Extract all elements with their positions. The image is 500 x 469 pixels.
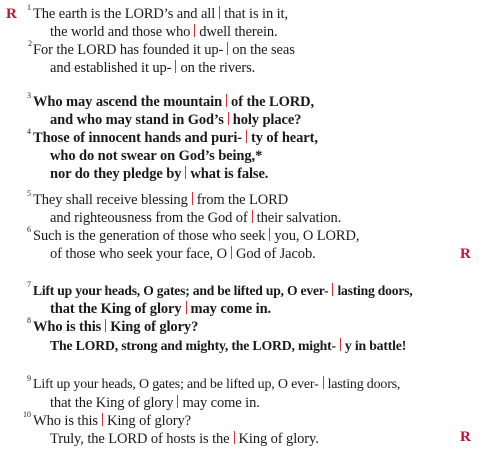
verse-line: Who is this King of glory? [33,319,199,335]
verse-number: 1 [27,3,31,12]
verse-line: Who may ascend the mountain of the LORD, [33,94,315,110]
verse-number: 9 [27,374,31,383]
pointing-mark [226,94,227,107]
verse-number: 4 [27,127,31,136]
verse-number: 6 [27,225,31,234]
pointing-mark [227,42,228,55]
response-marker-end: R [460,429,471,445]
pointing-mark [186,301,187,314]
pointing-mark [246,130,247,143]
verse-line: Such is the generation of those who seek you, O LORD, [33,228,360,244]
verse-line: who do not swear on God’s being,* [50,148,263,164]
verse-number: 10 [23,410,31,419]
pointing-mark [234,431,235,444]
verse-line: that the King of glory may come in. [50,301,272,317]
verse-line: Lift up your heads, O gates; and be lifted up, O ever- lasting doors, [33,283,413,298]
pointing-mark [340,338,341,351]
pointing-mark [185,166,186,179]
verse-line: nor do they pledge by what is false. [50,166,269,182]
verse-line: Truly, the LORD of hosts is the King of glory. [50,431,319,447]
pointing-mark [228,112,229,125]
verse-number: 3 [27,91,31,100]
verse-line: For the LORD has founded it up- on the seas [33,42,295,58]
pointing-mark [252,210,253,223]
verse-line: The earth is the LORD’s and all that is in it, [33,6,289,22]
verse-line: that the King of glory may come in. [50,395,260,411]
pointing-mark [102,413,103,426]
verse-line: Those of innocent hands and puri- ty of heart, [33,130,318,146]
pointing-mark [269,228,270,241]
verse-line: and righteousness from the God of their salvation. [50,210,342,226]
verse-line: Who is this King of glory? [33,413,191,429]
verse-line: and established it up- on the rivers. [50,60,256,76]
pointing-mark [192,192,193,205]
pointing-mark [175,60,176,73]
pointing-mark [194,24,195,37]
verse-line: Lift up your heads, O gates; and be lifted up, O ever- lasting doors, [33,377,401,392]
verse-line: The LORD, strong and mighty, the LORD, might- y in battle! [50,338,407,353]
pointing-mark [332,283,333,296]
verse-number: 8 [27,316,31,325]
pointing-mark [219,6,220,19]
verse-number: 5 [27,189,31,198]
verse-line: the world and those who dwell therein. [50,24,278,40]
response-marker-middle: R [460,246,471,262]
pointing-mark [177,395,178,408]
verse-number: 7 [27,280,31,289]
verse-line: of those who seek your face, O God of Jacob. [50,246,316,262]
pointing-mark [323,376,324,389]
verse-line: They shall receive blessing from the LORD [33,192,289,208]
verse-number: 2 [28,39,32,48]
pointing-mark [231,246,232,259]
response-marker-start: R [6,6,17,22]
pointing-mark [105,319,106,332]
verse-line: and who may stand in God’s holy place? [50,112,302,128]
